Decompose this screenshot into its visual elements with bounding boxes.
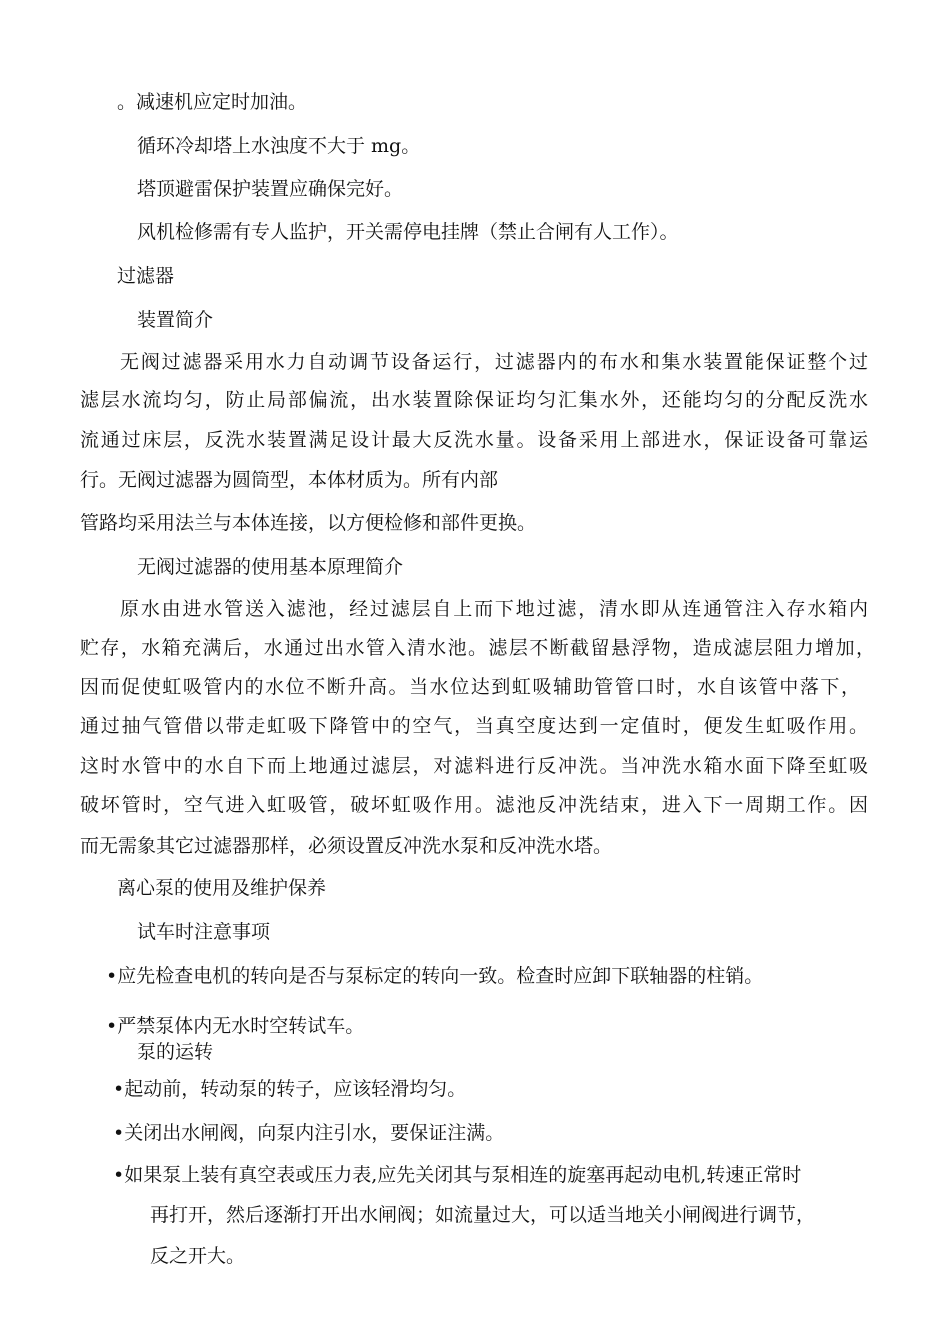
text-line: 再打开，然后逐渐打开出水闸阀；如流量过大，可以适当地关小闸阀进行调节， <box>150 1204 816 1226</box>
text-line: 流通过床层，反洗水装置满足设计最大反洗水量。设备采用上部进水，保证设备可靠运 <box>80 429 868 451</box>
text-line: 无阀过滤器采用水力自动调节设备运行，过滤器内的布水和集水装置能保证整个过 <box>120 351 868 373</box>
subsection-heading: 泵的运转 <box>137 1041 214 1063</box>
bullet-item: •如果泵上装有真空表或压力表,应先关闭其与泵相连的旋塞再起动电机,转速正常时 <box>113 1164 802 1186</box>
text-line: 通过抽气管借以带走虹吸下降管中的空气，当真空度达到一定值时，便发生虹吸作用。 <box>80 715 868 737</box>
text-line: 塔顶避雷保护装置应确保完好。 <box>137 178 404 200</box>
text-line: 而无需象其它过滤器那样，必须设置反冲洗水泵和反冲洗水塔。 <box>80 835 613 857</box>
text-line: 反之开大。 <box>150 1245 246 1267</box>
subsection-heading: 无阀过滤器的使用基本原理简介 <box>137 556 404 578</box>
text-line: 管路均采用法兰与本体连接，以方便检修和部件更换。 <box>80 512 537 534</box>
bullet-item: •关闭出水闸阀，向泵内注引水，要保证注满。 <box>113 1122 505 1144</box>
text-line: 循环冷却塔上水浊度不大于 mg。 <box>137 135 421 157</box>
text-line: 滤层水流均匀，防止局部偏流，出水装置除保证均匀汇集水外，还能均匀的分配反洗水 <box>80 389 868 411</box>
bullet-item: •起动前，转动泵的转子，应该轻滑均匀。 <box>113 1078 467 1100</box>
subsection-heading: 试车时注意事项 <box>137 921 271 943</box>
section-heading: 过滤器 <box>117 265 175 287</box>
section-heading: 离心泵的使用及维护保养 <box>117 877 327 899</box>
text-line: 行。无阀过滤器为圆筒型，本体材质为。所有内部 <box>80 469 499 491</box>
text-line: 风机检修需有专人监护，开关需停电挂牌（禁止合闸有人工作）。 <box>137 221 679 243</box>
text-line: 原水由进水管送入滤池，经过滤层自上而下地过滤，清水即从连通管注入存水箱内 <box>120 598 868 620</box>
bullet-item: •严禁泵体内无水时空转试车。 <box>106 1015 365 1037</box>
subsection-heading: 装置简介 <box>137 309 214 331</box>
text-line: 贮存，水箱充满后，水通过出水管入清水池。滤层不断截留悬浮物，造成滤层阻力增加， <box>80 637 875 659</box>
text-line: 。减速机应定时加油。 <box>117 91 308 113</box>
text-line: 因而促使虹吸管内的水位不断升高。当水位达到虹吸辅助管管口时，水自该管中落下， <box>80 676 860 698</box>
text-line: 这时水管中的水自下而上地通过滤层，对滤料进行反冲洗。当冲洗水箱水面下降至虹吸 <box>80 755 868 777</box>
text-line: 破坏管时，空气进入虹吸管，破坏虹吸作用。滤池反冲洗结束，进入下一周期工作。因 <box>80 794 868 816</box>
bullet-item: •应先检查电机的转向是否与泵标定的转向一致。检查时应卸下联轴器的柱销。 <box>106 965 764 987</box>
